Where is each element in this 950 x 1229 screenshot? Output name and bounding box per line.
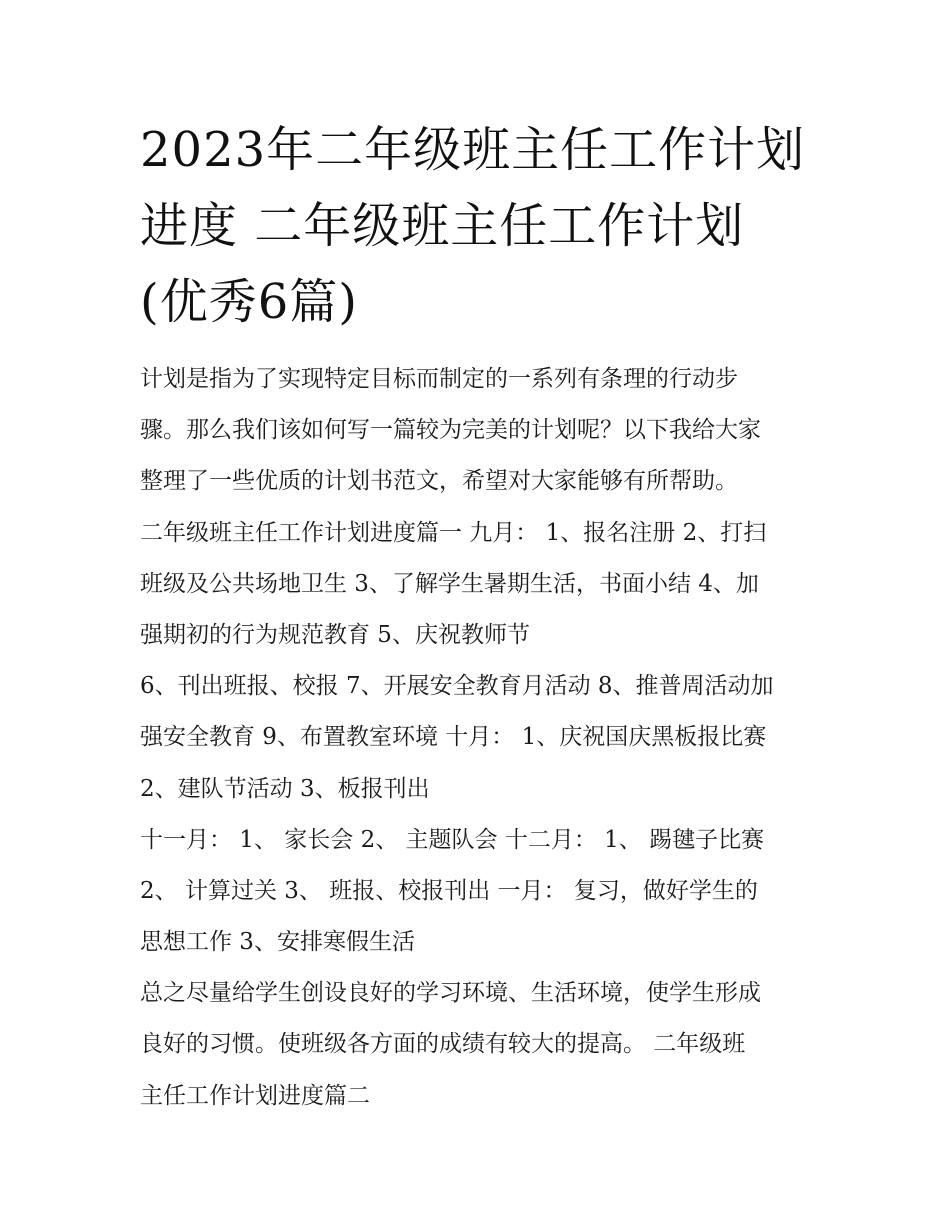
title-line-1: 2023年二年级班主任工作计划 xyxy=(140,122,806,178)
body-line-12: 思想工作 3、安排寒假生活 xyxy=(140,929,415,956)
body-line-4: 二年级班主任工作计划进度篇一 九月： 1、报名注册 2、打扫 xyxy=(140,519,767,546)
body-line-8: 强安全教育 9、布置教室环境 十月： 1、庆祝国庆黑板报比赛 xyxy=(140,724,767,751)
body-line-10: 十一月： 1、 家长会 2、 主题队会 十二月： 1、 踢毽子比赛 xyxy=(140,826,765,853)
body-line-11: 2、 计算过关 3、 班报、校报刊出 一月： 复习，做好学生的 xyxy=(140,877,758,904)
body-line-1: 计划是指为了实现特定目标而制定的一系列有条理的行动步 xyxy=(140,366,738,392)
document-title xyxy=(140,112,830,340)
body-line-5: 班级及公共场地卫生 3、了解学生暑期生活，书面小结 4、加 xyxy=(140,570,759,597)
title-line-2: 进度 二年级班主任工作计划 xyxy=(140,198,745,254)
document-body xyxy=(140,354,830,1122)
body-line-15: 主任工作计划进度篇二 xyxy=(140,1082,370,1109)
body-line-3: 整理了一些优质的计划书范文，希望对大家能够有所帮助。 xyxy=(140,468,738,495)
body-line-2: 骤。那么我们该如何写一篇较为完美的计划呢？以下我给大家 xyxy=(140,417,761,444)
body-line-9: 2、建队节活动 3、板报刊出 xyxy=(140,775,430,802)
body-line-13: 总之尽量给学生创设良好的学习环境、生活环境，使学生形成 xyxy=(140,980,761,1007)
body-line-14: 良好的习惯。使班级各方面的成绩有较大的提高。 二年级班 xyxy=(140,1031,746,1058)
title-line-3: (优秀6篇) xyxy=(140,274,358,330)
body-line-7: 6、刊出班报、校报 7、开展安全教育月活动 8、推普周活动加 xyxy=(140,673,774,700)
body-line-6: 强期初的行为规范教育 5、庆祝教师节 xyxy=(140,621,530,648)
